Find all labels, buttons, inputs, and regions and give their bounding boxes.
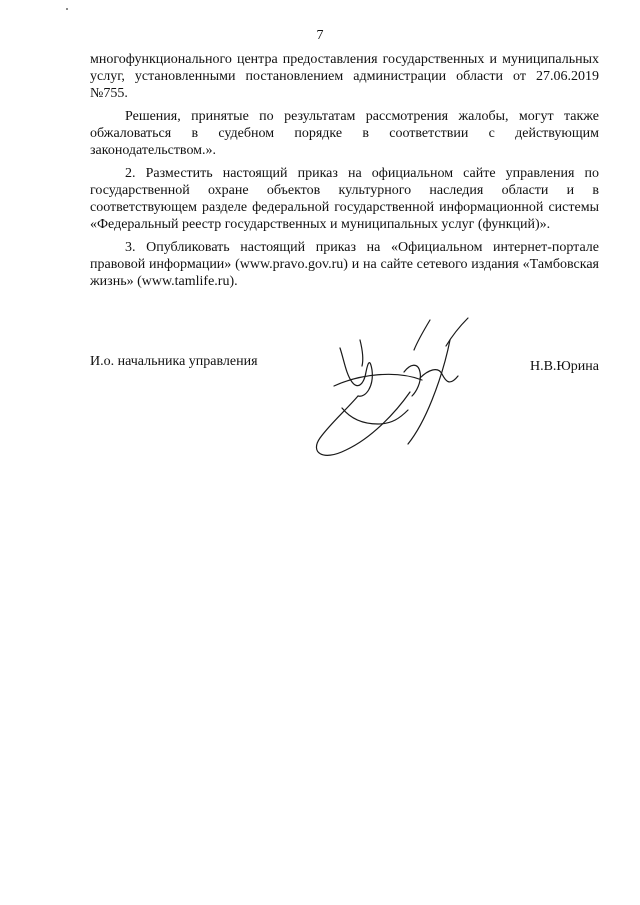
paragraph-appeal: Решения, принятые по результатам рассмотрения жалобы, могут также обжаловаться в судебном порядке в соответствии с действующим законодательством.». <box>90 109 599 158</box>
signatory-name: Н.В.Юрина <box>529 359 599 374</box>
page-number: 7 <box>316 28 324 43</box>
signature-block <box>90 353 599 377</box>
paragraph-item-3: 3. Опубликовать настоящий приказ на «Официальном интернет-портале правовой информации» (www.pravo.gov.ru) и на сайте сетевого издания «Тамбовская жизнь» (www.tamlife.ru). <box>90 240 599 289</box>
handwritten-signature-icon <box>300 300 490 470</box>
paragraph-continuation: многофункционального центра предоставления государственных и муниципальных услуг, установленными постановлением администрации области от 27.06.2019 №755. <box>90 52 599 101</box>
paragraph-item-2: 2. Разместить настоящий приказ на официальном сайте управления по государственной охране объектов культурного наследия области и в соответствующем разделе федеральной государственной информационной системы «Федеральный реестр государственных и муниципальных услуг (функций)». <box>90 166 599 232</box>
document-body <box>90 51 599 296</box>
scan-mark <box>66 8 68 10</box>
signatory-role: И.о. начальника управления <box>90 354 258 369</box>
